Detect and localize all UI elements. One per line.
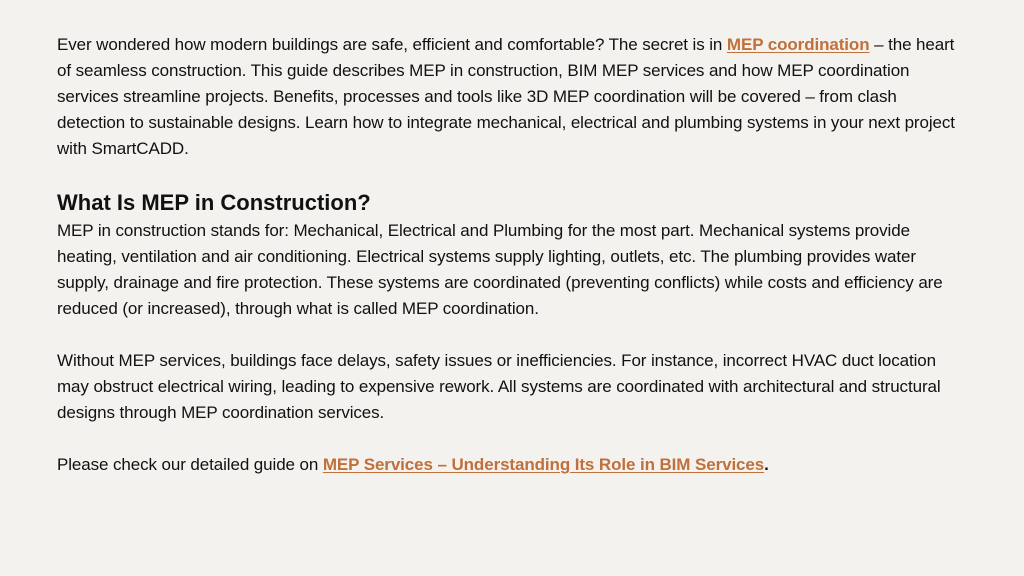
guide-cta-paragraph	[57, 452, 964, 478]
mep-coordination-link[interactable]: MEP coordination	[726, 35, 870, 54]
intro-paragraph	[57, 32, 964, 162]
section-heading: What Is MEP in Construction?	[57, 190, 371, 215]
mep-services-guide-link[interactable]: MEP Services – Understanding Its Role in BIM Services	[322, 455, 765, 474]
mep-definition-paragraph: MEP in construction stands for: Mechanical, Electrical and Plumbing for the most part. Mechanical systems provide heating, ventilation and air conditioning. Electrical systems supply lighting, outlets, etc. The plumbing provides water supply, drainage and fire protection. These systems are coordinated (preventing conflicts) while costs and efficiency are reduced (or increased), through what is called MEP coordination.	[57, 221, 943, 318]
cta-text-end: .	[764, 455, 769, 474]
mep-services-paragraph: Without MEP services, buildings face delays, safety issues or inefficiencies. For instance, incorrect HVAC duct location may obstruct electrical wiring, leading to expensive rework. All systems are coordinated with architectural and structural designs through MEP coordination services.	[57, 351, 941, 422]
cta-text-start: Please check our detailed guide on	[57, 455, 323, 474]
intro-text-start: Ever wondered how modern buildings are safe, efficient and comfortable? The secret is in	[57, 35, 727, 54]
intro-text-end: – the heart of seamless construction. This guide describes MEP in construction, BIM MEP services and how MEP coordination services streamline projects. Benefits, processes and tools like 3D MEP coordination will be covered – from clash detection to sustainable designs. Learn how to integrate mechanical, electrical and plumbing systems in your next project with SmartCADD.	[57, 35, 955, 158]
